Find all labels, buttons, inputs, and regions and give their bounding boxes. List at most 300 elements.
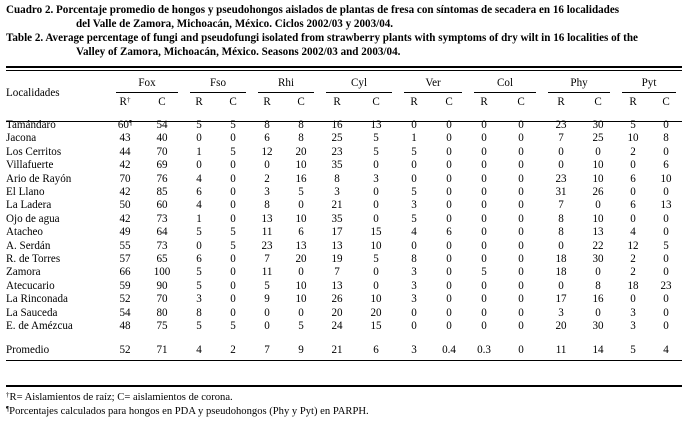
table-row — [6, 146, 682, 159]
column-subheader-label: R — [195, 96, 203, 108]
value-cell — [140, 186, 184, 199]
value-text: 9 — [298, 343, 304, 356]
value-cell — [650, 293, 682, 306]
value-text: 19 — [331, 253, 343, 266]
value-text: 3 — [411, 199, 417, 212]
column-subheader-label: R — [480, 96, 488, 108]
value-cell — [354, 186, 398, 199]
value-text: 10 — [370, 293, 382, 306]
value-cell — [140, 213, 184, 226]
value-cell — [252, 146, 282, 159]
value-cell — [616, 342, 650, 358]
locality-cell: R. de Torres — [6, 253, 61, 266]
value-text: 0 — [481, 159, 487, 172]
value-text: 5 — [411, 212, 417, 225]
table-row — [6, 173, 682, 186]
value-cell — [650, 132, 682, 145]
value-cell — [184, 119, 214, 132]
value-text: 70 — [156, 145, 168, 158]
value-cell — [616, 266, 650, 279]
value-text: 0 — [230, 306, 236, 319]
value-text: 7 — [558, 199, 564, 212]
value-cell — [580, 186, 616, 199]
value-cell — [616, 186, 650, 199]
value-text: 10 — [627, 132, 639, 145]
value-text: 0 — [595, 266, 601, 279]
value-mark: ¶ — [128, 119, 133, 127]
value-text: 0 — [481, 320, 487, 333]
column-subheader-label: R — [263, 96, 271, 108]
value-cell — [500, 266, 542, 279]
column-group-label: Phy — [570, 77, 588, 89]
value-cell — [500, 253, 542, 266]
value-cell — [282, 119, 320, 132]
value-cell — [542, 266, 580, 279]
value-text: 21 — [331, 343, 343, 356]
value-text: 25 — [331, 132, 343, 145]
value-text: 43 — [119, 132, 131, 145]
value-text: 5 — [196, 320, 202, 333]
value-text: 0 — [373, 212, 379, 225]
table-row — [6, 199, 682, 212]
value-cell — [320, 173, 354, 186]
value-text: 0 — [446, 239, 452, 252]
value-cell — [500, 320, 542, 333]
row-header: Localidades — [6, 86, 60, 99]
value-cell — [140, 320, 184, 333]
value-text: 7 — [558, 132, 564, 145]
value-text: 0 — [446, 132, 452, 145]
caption-en-line1: Table 2. Average percentage of fungi and pseudofungi isolated from strawberry plants with symptoms of dry wilt in 16 localities of the — [6, 32, 638, 44]
value-cell — [650, 119, 682, 132]
locality-cell: Zamora — [6, 266, 41, 279]
value-text: 49 — [119, 226, 131, 239]
column-group-label: Col — [497, 77, 514, 89]
value-text: 0 — [264, 320, 270, 333]
value-cell — [140, 342, 184, 358]
value-cell — [398, 266, 430, 279]
value-cell — [542, 293, 580, 306]
value-text: 0 — [518, 119, 524, 131]
value-cell — [140, 199, 184, 212]
value-cell — [252, 173, 282, 186]
value-text: 8 — [264, 119, 270, 131]
value-cell — [282, 173, 320, 186]
value-cell — [430, 173, 468, 186]
column-group-header — [542, 74, 616, 93]
value-text: 10 — [295, 212, 307, 225]
value-cell — [354, 280, 398, 293]
value-cell — [354, 213, 398, 226]
value-cell — [354, 173, 398, 186]
value-cell — [184, 226, 214, 239]
value-cell — [282, 213, 320, 226]
value-cell — [214, 132, 252, 145]
value-cell — [214, 342, 252, 358]
value-cell — [282, 226, 320, 239]
value-cell — [430, 132, 468, 145]
value-cell — [650, 186, 682, 199]
top-rule — [6, 66, 682, 68]
value-cell — [542, 307, 580, 320]
column-group-label: Ver — [425, 77, 441, 89]
column-subheader-label: C — [594, 96, 602, 108]
value-text: 8 — [595, 279, 601, 292]
column-subheader — [398, 93, 430, 111]
value-cell — [650, 307, 682, 320]
value-cell — [500, 173, 542, 186]
value-cell — [430, 186, 468, 199]
value-text: 75 — [156, 320, 168, 333]
value-cell — [616, 159, 650, 172]
table-row — [6, 266, 682, 279]
value-cell — [542, 146, 580, 159]
value-text: 9 — [264, 293, 270, 306]
value-text: 73 — [156, 239, 168, 252]
value-text: 20 — [295, 145, 307, 158]
value-text: 6 — [196, 253, 202, 266]
value-text: 0 — [481, 172, 487, 185]
value-text: 0 — [481, 145, 487, 158]
locality-cell: Tamándaro — [6, 119, 56, 131]
value-cell — [214, 320, 252, 333]
value-cell — [542, 342, 580, 358]
value-cell — [500, 146, 542, 159]
value-cell — [398, 132, 430, 145]
value-text: 0 — [446, 253, 452, 266]
value-text: 11 — [555, 343, 567, 356]
value-text: 4 — [196, 343, 202, 356]
value-text: 0 — [446, 306, 452, 319]
value-text: 2 — [230, 343, 236, 356]
value-cell — [214, 266, 252, 279]
body-rule — [6, 360, 682, 361]
value-text: 23 — [261, 239, 273, 252]
locality-cell: Atacheo — [6, 226, 43, 239]
value-text: 6 — [630, 172, 636, 185]
value-cell — [500, 280, 542, 293]
value-text: 25 — [592, 132, 604, 145]
value-cell — [468, 132, 500, 145]
value-cell — [282, 159, 320, 172]
value-cell — [468, 186, 500, 199]
value-text: 35 — [331, 212, 343, 225]
column-subheader-label: R — [410, 96, 418, 108]
top-rule-2 — [6, 70, 682, 71]
value-text: 10 — [592, 159, 604, 172]
value-cell — [252, 280, 282, 293]
value-cell — [282, 293, 320, 306]
value-text: 0 — [481, 132, 487, 145]
value-cell — [252, 293, 282, 306]
value-cell — [650, 280, 682, 293]
column-subheader — [184, 93, 214, 111]
value-cell — [252, 226, 282, 239]
value-cell — [282, 307, 320, 320]
value-cell — [320, 240, 354, 253]
column-group-label: Fso — [210, 77, 227, 89]
value-text: 52 — [119, 343, 131, 356]
value-text: 70 — [156, 293, 168, 306]
value-cell — [542, 159, 580, 172]
value-cell — [354, 119, 398, 132]
value-cell — [468, 342, 500, 358]
value-cell — [580, 159, 616, 172]
column-group-label: Cyl — [351, 77, 368, 89]
value-text: 0 — [446, 186, 452, 199]
column-subheader-label: R — [119, 96, 127, 108]
value-text: 0 — [558, 145, 564, 158]
value-cell — [214, 253, 252, 266]
value-cell — [320, 119, 354, 132]
value-cell — [430, 213, 468, 226]
column-subheader-label: C — [229, 96, 237, 108]
table-row — [6, 320, 682, 333]
value-text: 15 — [370, 320, 382, 333]
value-cell — [468, 293, 500, 306]
value-text: 0.4 — [442, 343, 456, 356]
column-group-header — [184, 74, 252, 93]
value-text: 30 — [592, 320, 604, 333]
footnote-2-text: Porcentajes calculados para hongos en PDA y pseudohongos (Phy y Pyt) en PARPH. — [9, 406, 369, 417]
value-cell — [430, 119, 468, 132]
value-cell — [430, 199, 468, 212]
value-cell — [580, 240, 616, 253]
value-cell — [398, 173, 430, 186]
value-cell — [542, 226, 580, 239]
value-text: 65 — [156, 253, 168, 266]
value-cell — [282, 199, 320, 212]
value-text: 54 — [119, 306, 131, 319]
value-text: 0 — [518, 145, 524, 158]
value-text: 0 — [446, 320, 452, 333]
value-text: 4 — [196, 199, 202, 212]
value-cell — [500, 226, 542, 239]
value-cell — [500, 213, 542, 226]
value-text: 0 — [298, 199, 304, 212]
value-text: 0 — [411, 119, 417, 131]
value-cell — [468, 240, 500, 253]
value-text: 42 — [119, 186, 131, 199]
value-cell — [500, 342, 542, 358]
value-cell — [616, 293, 650, 306]
value-cell — [214, 199, 252, 212]
value-cell — [320, 342, 354, 358]
value-text: 44 — [119, 145, 131, 158]
value-text: 42 — [119, 212, 131, 225]
value-cell — [468, 159, 500, 172]
value-cell — [398, 320, 430, 333]
value-text: 8 — [298, 119, 304, 131]
value-cell — [184, 320, 214, 333]
value-text: 23 — [555, 172, 567, 185]
value-text: 5 — [196, 266, 202, 279]
value-cell — [616, 199, 650, 212]
value-text: 20 — [370, 306, 382, 319]
value-text: 0 — [663, 186, 669, 199]
value-cell — [282, 146, 320, 159]
value-text: 73 — [156, 212, 168, 225]
value-text: 7 — [334, 266, 340, 279]
value-text: 3 — [630, 306, 636, 319]
locality-cell: Ojo de agua — [6, 212, 60, 225]
value-cell — [616, 119, 650, 132]
value-text: 85 — [156, 186, 168, 199]
value-text: 26 — [592, 186, 604, 199]
value-text: 0 — [411, 159, 417, 172]
value-cell — [354, 199, 398, 212]
value-text: 0 — [663, 253, 669, 266]
column-subheader — [354, 93, 398, 111]
value-text: 5 — [630, 343, 636, 356]
value-cell — [282, 253, 320, 266]
value-text: 0 — [663, 293, 669, 306]
value-cell — [650, 253, 682, 266]
value-text: 4 — [663, 343, 669, 356]
column-group-rule — [116, 74, 178, 93]
value-text: 0 — [230, 253, 236, 266]
value-text: 4 — [411, 226, 417, 239]
value-text: 0 — [446, 145, 452, 158]
value-cell — [616, 146, 650, 159]
value-text: 8 — [264, 199, 270, 212]
column-subheader — [252, 93, 282, 111]
value-cell — [650, 159, 682, 172]
value-cell — [252, 307, 282, 320]
value-cell — [398, 213, 430, 226]
value-text: 0 — [411, 239, 417, 252]
value-text: 3 — [196, 293, 202, 306]
value-cell — [354, 320, 398, 333]
value-text: 3 — [334, 186, 340, 199]
column-subheader-label: R — [333, 96, 341, 108]
value-text: 5 — [663, 239, 669, 252]
value-text: 0 — [446, 293, 452, 306]
value-cell — [398, 186, 430, 199]
column-group-label: Pyt — [641, 77, 657, 89]
value-cell — [214, 186, 252, 199]
column-subheader — [214, 93, 252, 111]
value-text: 3 — [411, 266, 417, 279]
value-text: 5 — [373, 132, 379, 145]
locality-cell: La Sauceda — [6, 306, 58, 319]
value-cell — [184, 280, 214, 293]
table-row — [6, 119, 682, 132]
table-row — [6, 240, 682, 253]
value-text: 0 — [518, 212, 524, 225]
value-text: 5 — [298, 320, 304, 333]
value-text: 0 — [630, 186, 636, 199]
value-text: 0 — [663, 119, 669, 131]
value-text: 10 — [592, 172, 604, 185]
value-text: 10 — [660, 172, 672, 185]
value-text: 0 — [298, 306, 304, 319]
value-cell — [354, 226, 398, 239]
table-row — [6, 307, 682, 320]
value-text: 26 — [331, 293, 343, 306]
value-cell — [110, 293, 140, 306]
locality-cell: Promedio — [6, 343, 50, 356]
value-text: 8 — [298, 132, 304, 145]
value-text: 8 — [558, 212, 564, 225]
value-text: 5 — [481, 266, 487, 279]
value-text: 10 — [295, 293, 307, 306]
value-cell — [468, 307, 500, 320]
value-cell — [430, 159, 468, 172]
footnote-2-mark: ¶ — [6, 405, 10, 413]
value-text: 52 — [119, 293, 131, 306]
locality-cell: Atecucario — [6, 279, 55, 292]
value-text: 0 — [230, 212, 236, 225]
value-text: 70 — [119, 172, 131, 185]
value-cell — [354, 146, 398, 159]
value-text: 13 — [331, 279, 343, 292]
column-subheader — [580, 93, 616, 111]
value-text: 76 — [156, 172, 168, 185]
value-cell — [184, 173, 214, 186]
value-text: 12 — [627, 239, 639, 252]
value-text: 0 — [595, 199, 601, 212]
value-cell — [252, 266, 282, 279]
average-row — [6, 342, 682, 358]
column-subheader — [616, 93, 650, 111]
value-cell — [110, 213, 140, 226]
locality-cell: Los Cerritos — [6, 145, 62, 158]
value-cell — [468, 173, 500, 186]
column-subheader — [430, 93, 468, 111]
value-text: 54 — [156, 119, 168, 131]
column-group-rule — [622, 74, 676, 93]
value-cell — [110, 320, 140, 333]
value-text: 5 — [411, 186, 417, 199]
value-text: 16 — [592, 293, 604, 306]
value-text: 5 — [230, 239, 236, 252]
value-cell — [320, 213, 354, 226]
value-text: 57 — [119, 253, 131, 266]
value-text: 0.3 — [477, 343, 491, 356]
value-text: 3 — [630, 320, 636, 333]
value-cell — [140, 253, 184, 266]
value-cell — [320, 159, 354, 172]
value-text: 16 — [331, 119, 343, 131]
value-text: 0 — [230, 279, 236, 292]
value-text: 14 — [592, 343, 604, 356]
value-cell — [542, 199, 580, 212]
value-text: 5 — [230, 119, 236, 131]
column-subheader — [140, 93, 184, 111]
value-cell — [616, 226, 650, 239]
value-cell — [500, 307, 542, 320]
value-text: 3 — [373, 172, 379, 185]
value-cell — [184, 132, 214, 145]
value-cell — [398, 342, 430, 358]
value-text: 66 — [119, 266, 131, 279]
value-text: 0 — [481, 119, 487, 131]
value-cell — [580, 119, 616, 132]
value-cell — [430, 240, 468, 253]
value-text: 0 — [630, 159, 636, 172]
value-text: 0 — [411, 172, 417, 185]
value-text: 80 — [156, 306, 168, 319]
footnote-1-mark: † — [6, 391, 10, 399]
value-cell — [650, 213, 682, 226]
value-text: 2 — [630, 253, 636, 266]
value-text: 5 — [196, 226, 202, 239]
value-cell — [398, 307, 430, 320]
value-text: 0 — [595, 306, 601, 319]
value-cell — [354, 253, 398, 266]
value-cell — [214, 146, 252, 159]
